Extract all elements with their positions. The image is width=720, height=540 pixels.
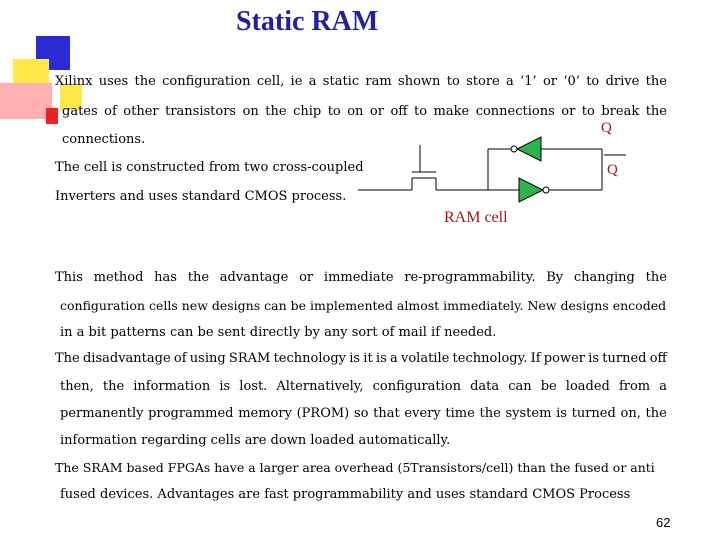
word: SRAM [228, 351, 271, 366]
word: uses [98, 74, 129, 89]
word: other [123, 104, 159, 119]
word: on, [620, 406, 641, 421]
word: the [645, 104, 667, 119]
word: to [446, 74, 460, 89]
word: This [55, 270, 83, 285]
word: data [470, 379, 500, 394]
label-q-bar: Q [607, 162, 618, 178]
word: has [154, 270, 177, 285]
para4-line1: The SRAM based FPGAs have a larger area overhead (5Transistors/cell) than the fused or anti [55, 460, 655, 475]
word: the [102, 379, 125, 394]
word: is [375, 351, 387, 366]
caption-ram-cell: RAM cell [444, 209, 508, 226]
label-q: Q [601, 120, 612, 136]
inverter-bottom [519, 178, 543, 202]
word: the [479, 406, 501, 421]
para1-line4: The cell is constructed from two cross-coupled [55, 160, 364, 175]
word: to [414, 104, 428, 119]
word: shown [398, 74, 441, 89]
word: a [390, 351, 398, 366]
word: changing [573, 270, 635, 285]
word: a [659, 379, 667, 394]
word: programmed [148, 406, 234, 421]
word: turned [602, 351, 647, 366]
word: Xilinx [55, 74, 93, 89]
word: to [581, 104, 595, 119]
word: gates [62, 104, 98, 119]
word: turned [571, 406, 616, 421]
word: lost. [239, 379, 268, 394]
word: make [433, 104, 470, 119]
word: immediate [323, 270, 394, 285]
word: technology. [452, 351, 528, 366]
word: re-programmability. [404, 270, 536, 285]
word: (PROM) [296, 406, 350, 421]
word: the [187, 270, 210, 285]
para3-line2 [60, 379, 667, 394]
word: can [508, 379, 532, 394]
word: is [219, 379, 231, 394]
inverter-top-bubble [511, 146, 517, 152]
word: configuration [162, 74, 251, 89]
word: ram [365, 74, 392, 89]
word: volatile [401, 351, 450, 366]
word: on [242, 104, 259, 119]
word: configuration [372, 379, 462, 394]
word: or [542, 74, 558, 89]
word: is [349, 351, 361, 366]
word: transistors [165, 104, 237, 119]
word: store [466, 74, 500, 89]
word: The [55, 351, 80, 366]
word: static [322, 74, 360, 89]
word: the [265, 104, 287, 119]
word: or [561, 104, 576, 119]
word: is [588, 351, 600, 366]
word: be [540, 379, 557, 394]
word: so [353, 406, 369, 421]
word: By [546, 270, 564, 285]
page-number: 62 [656, 515, 671, 530]
para2-line2: configuration cells new designs can be implemented almost immediately. New designs encoded [60, 298, 667, 313]
word: disadvantage [82, 351, 171, 366]
word: it [363, 351, 373, 366]
para2-line1 [55, 270, 667, 285]
slide-title: Static RAM [236, 6, 379, 37]
inverter-top [517, 137, 541, 161]
word: technology [273, 351, 346, 366]
para3-line4: information regarding cells are down loaded automatically. [60, 433, 451, 448]
word: loaded [565, 379, 610, 394]
word: connections [475, 104, 555, 119]
para3-line3 [60, 406, 667, 421]
word: is [556, 406, 567, 421]
word: off [390, 104, 408, 119]
word: off [649, 351, 667, 366]
word: memory [238, 406, 292, 421]
word: chip [293, 104, 322, 119]
word: Alternatively, [276, 379, 364, 394]
word: ie [290, 74, 303, 89]
word: then, [60, 379, 94, 394]
word: cell, [256, 74, 285, 89]
word: break [601, 104, 640, 119]
word: using [189, 351, 226, 366]
word: from [618, 379, 651, 394]
word: or [369, 104, 384, 119]
word: time [445, 406, 475, 421]
word: information [133, 379, 211, 394]
para1-line5: Inverters and uses standard CMOS process. [55, 189, 347, 204]
para3-line1 [55, 351, 667, 366]
word: system [505, 406, 552, 421]
word: ‘0’ [563, 74, 580, 89]
word: method [93, 270, 144, 285]
para2-line3: in a bit patterns can be sent directly by any sort of mail if needed. [60, 325, 497, 340]
word: to [586, 74, 600, 89]
para4-line2: fused devices. Advantages are fast programmability and uses standard CMOS Process [60, 487, 631, 502]
word: or [299, 270, 314, 285]
word: the [645, 406, 667, 421]
word: the [645, 270, 667, 285]
word: a [506, 74, 514, 89]
word: If [530, 351, 541, 366]
word: power [543, 351, 585, 366]
word: advantage [219, 270, 289, 285]
para1-line3: connections. [62, 132, 146, 147]
inverter-bottom-bubble [543, 187, 549, 193]
word: that [373, 406, 400, 421]
word: on [347, 104, 364, 119]
word: to [327, 104, 341, 119]
word: the [645, 74, 667, 89]
word: drive [605, 74, 640, 89]
word: of [173, 351, 187, 366]
word: ‘1’ [520, 74, 537, 89]
word: every [404, 406, 441, 421]
word: a [308, 74, 317, 89]
word: permanently [60, 406, 144, 421]
word: the [134, 74, 156, 89]
word: of [104, 104, 117, 119]
